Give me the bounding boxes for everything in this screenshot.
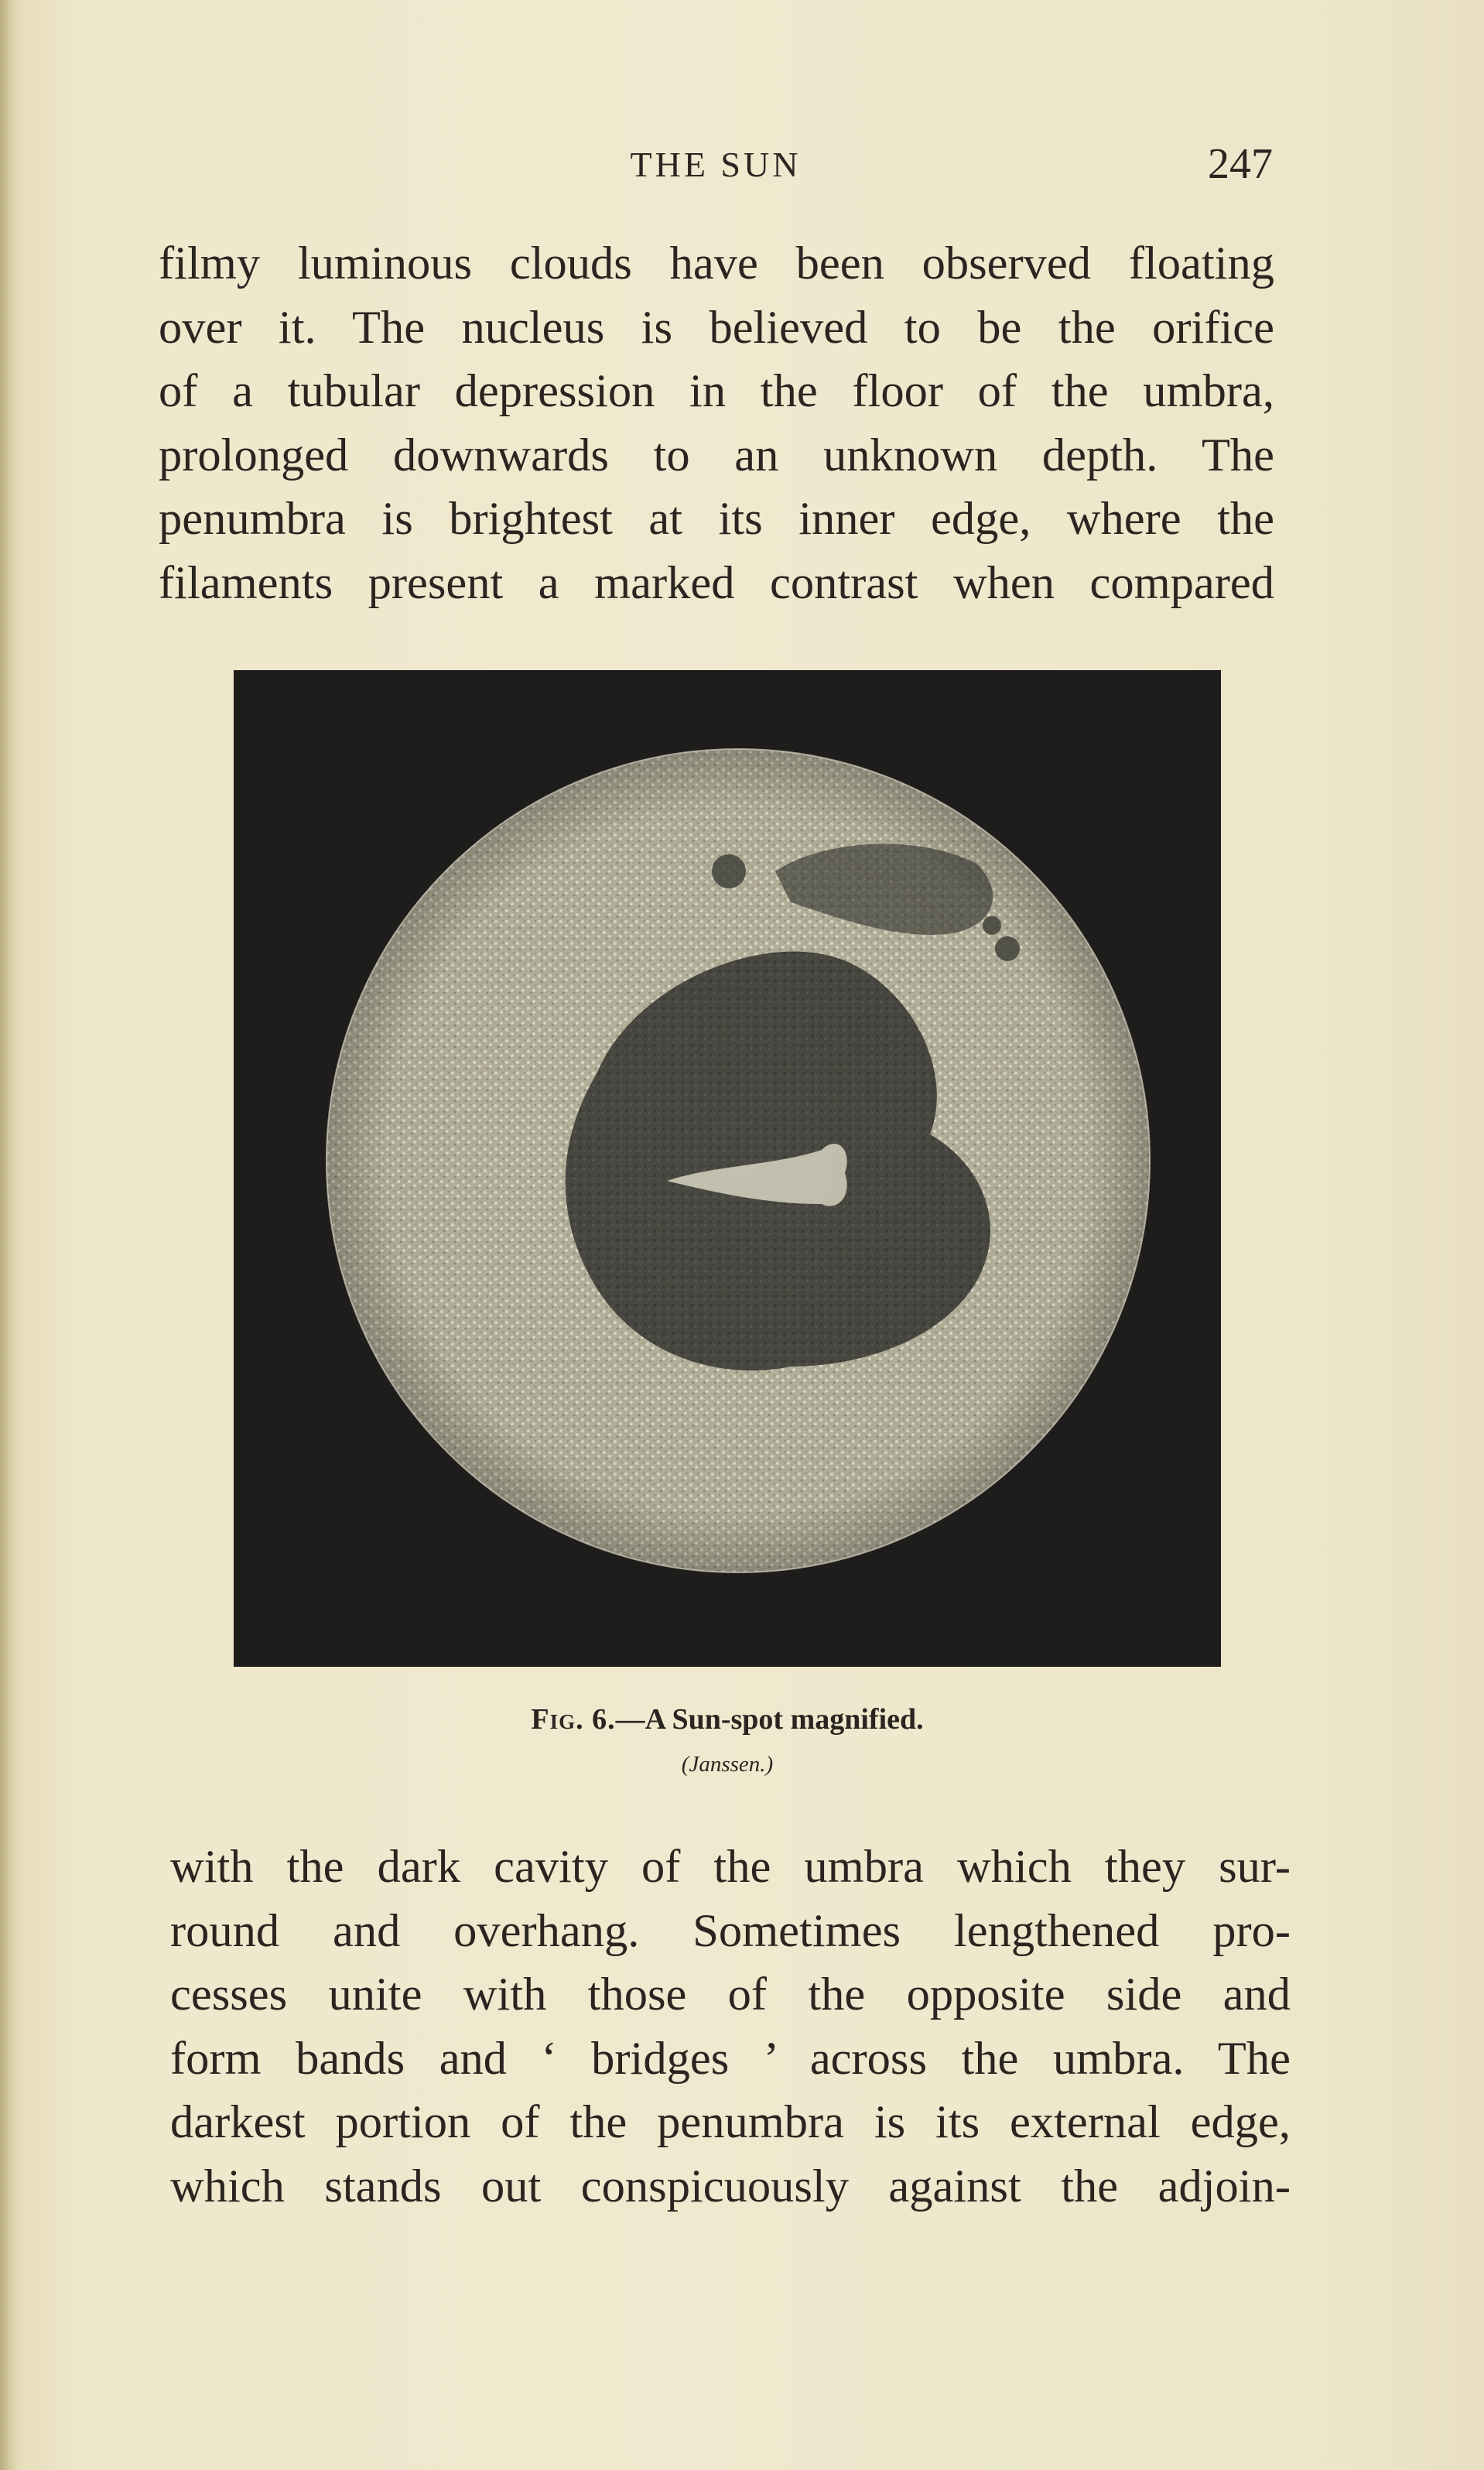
text-line: which stands out conspicuously against the adjoin- bbox=[170, 2160, 1291, 2212]
text-line: penumbra is brightest at its inner edge, where the bbox=[159, 493, 1274, 545]
paragraph-top bbox=[159, 232, 1274, 615]
text-line: form bands and ‘ bridges ’ across the umbra. The bbox=[170, 2032, 1291, 2085]
sun-disk bbox=[327, 749, 1150, 1572]
text-line: darkest portion of the penumbra is its external edge, bbox=[170, 2096, 1291, 2148]
figure-label: Fig. 6. bbox=[531, 1703, 616, 1736]
text-line: over it. The nucleus is believed to be the orifice bbox=[159, 301, 1274, 354]
text-line: cesses unite with those of the opposite side and bbox=[170, 1969, 1291, 2020]
page-spine-edge bbox=[0, 0, 17, 2470]
text-line: prolonged downwards to an unknown depth. The bbox=[159, 429, 1274, 481]
text-line: with the dark cavity of the umbra which they sur- bbox=[170, 1841, 1291, 1893]
text-line: filmy luminous clouds have been observed floating bbox=[159, 238, 1274, 289]
sunspot-engraving bbox=[234, 670, 1221, 1667]
page-number: 247 bbox=[1208, 140, 1273, 188]
text-line: of a tubular depression in the floor of the umbra, bbox=[159, 365, 1274, 417]
figure-credit: (Janssen.) bbox=[681, 1752, 774, 1777]
figure-title: —A Sun-spot magnified. bbox=[615, 1703, 924, 1736]
sunspot-illustration bbox=[234, 670, 1221, 1667]
figure-caption bbox=[234, 1702, 1221, 1736]
running-head bbox=[159, 139, 1273, 186]
paragraph-bottom bbox=[170, 1835, 1291, 2219]
text-line: round and overhang. Sometimes lengthened pro- bbox=[170, 1904, 1291, 1957]
running-head-title: THE SUN bbox=[630, 145, 802, 184]
text-line: filaments present a marked contrast when compared bbox=[159, 556, 1274, 609]
